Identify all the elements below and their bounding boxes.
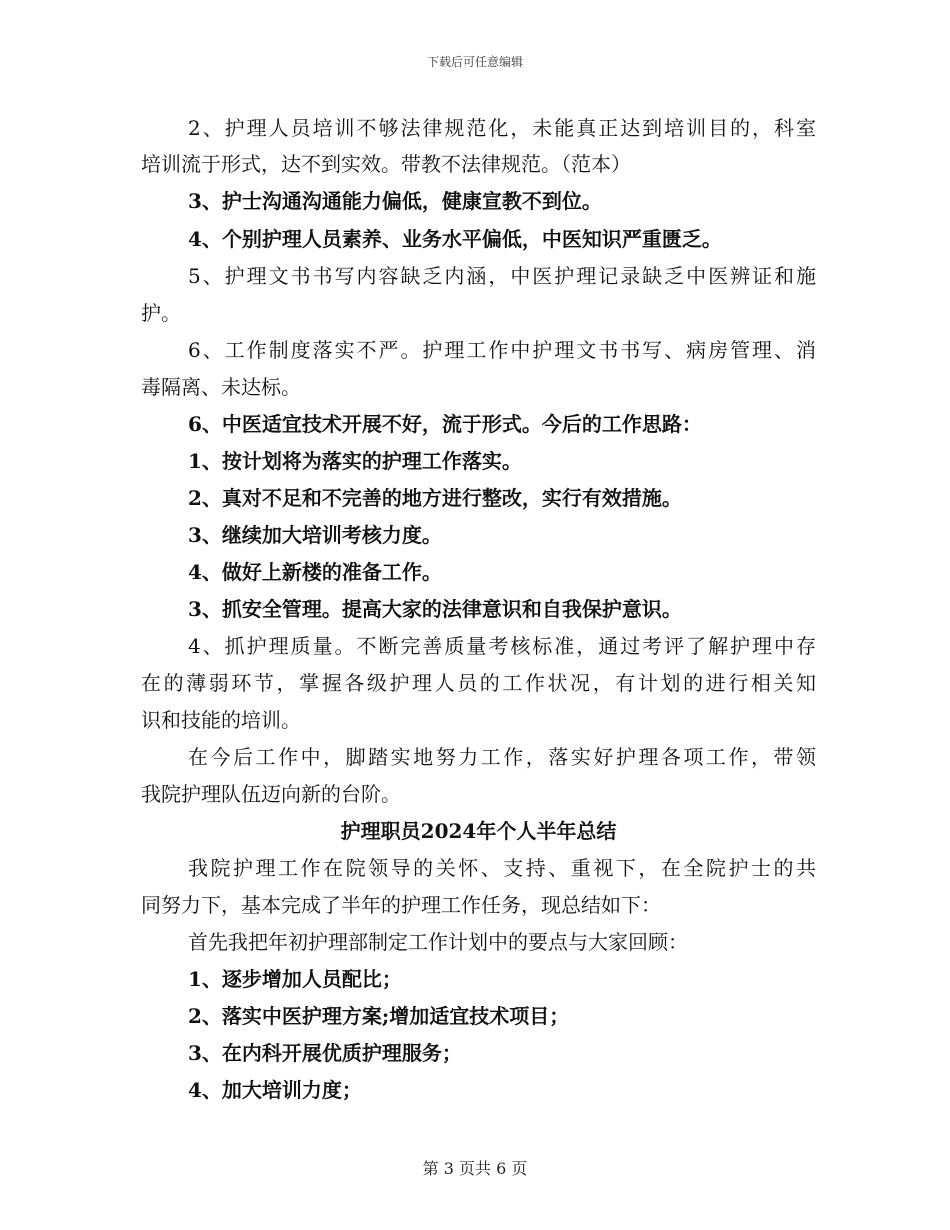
paragraph-line-bold: 3、护士沟通沟通能力偏低，健康宣教不到位。 <box>188 189 602 213</box>
paragraph-line: 在今后工作中，脚踏实地努力工作，落实好护理各项工作，带领 <box>188 745 816 769</box>
paragraph-line: 毒隔离、未达标。 <box>141 375 301 399</box>
page-footer: 第 3 页共 6 页 <box>422 1159 528 1178</box>
list-item-bold: 2、落实中医护理方案;增加适宜技术项目； <box>188 1004 570 1028</box>
paragraph-line: 首先我把年初护理部制定工作计划中的要点与大家回顾： <box>188 930 688 954</box>
paragraph-line-bold: 2、真对不足和不完善的地方进行整改，实行有效措施。 <box>188 486 682 510</box>
list-item-bold: 3、在内科开展优质护理服务； <box>188 1041 462 1065</box>
paragraph-line: 护。 <box>141 301 181 325</box>
list-item-bold: 4、加大培训力度； <box>188 1078 362 1102</box>
paragraph-line-bold: 3、继续加大培训考核力度。 <box>188 523 442 547</box>
paragraph-line-bold: 4、个别护理人员素养、业务水平偏低，中医知识严重匮乏。 <box>188 227 722 251</box>
paragraph-line: 我院护理队伍迈向新的台阶。 <box>141 782 401 806</box>
paragraph-line: 6、工作制度落实不严。护理工作中护理文书书写、病房管理、消 <box>188 338 816 362</box>
paragraph-line: 培训流于形式，达不到实效。带教不法律规范。（范本） <box>141 152 631 176</box>
paragraph-line: 我院护理工作在院领导的关怀、支持、重视下，在全院护士的共 <box>188 856 816 880</box>
paragraph-line-bold: 6、中医适宜技术开展不好，流于形式。今后的工作思路： <box>188 412 702 436</box>
list-item-bold: 1、逐步增加人员配比； <box>188 967 402 991</box>
paragraph-line: 同努力下，基本完成了半年的护理工作任务，现总结如下： <box>141 893 661 917</box>
paragraph-line-bold: 1、按计划将为落实的护理工作落实。 <box>188 449 522 473</box>
paragraph-line-bold: 3、抓安全管理。提高大家的法律意识和自我保护意识。 <box>188 597 682 621</box>
paragraph-line: 4、抓护理质量。不断完善质量考核标准，通过考评了解护理中存 <box>188 634 816 658</box>
paragraph-line: 识和技能的培训。 <box>141 708 301 732</box>
paragraph-line-bold: 4、做好上新楼的准备工作。 <box>188 560 442 584</box>
section-title: 护理职员2024年个人半年总结 <box>340 819 617 843</box>
paragraph-line: 在的薄弱环节，掌握各级护理人员的工作状况，有计划的进行相关知 <box>141 671 816 695</box>
page-header: 下载后可任意编辑 <box>426 55 523 69</box>
paragraph-line: 5、护理文书书写内容缺乏内涵，中医护理记录缺乏中医辨证和施 <box>188 264 816 288</box>
paragraph-line: 2、护理人员培训不够法律规范化，未能真正达到培训目的，科室 <box>188 116 816 140</box>
